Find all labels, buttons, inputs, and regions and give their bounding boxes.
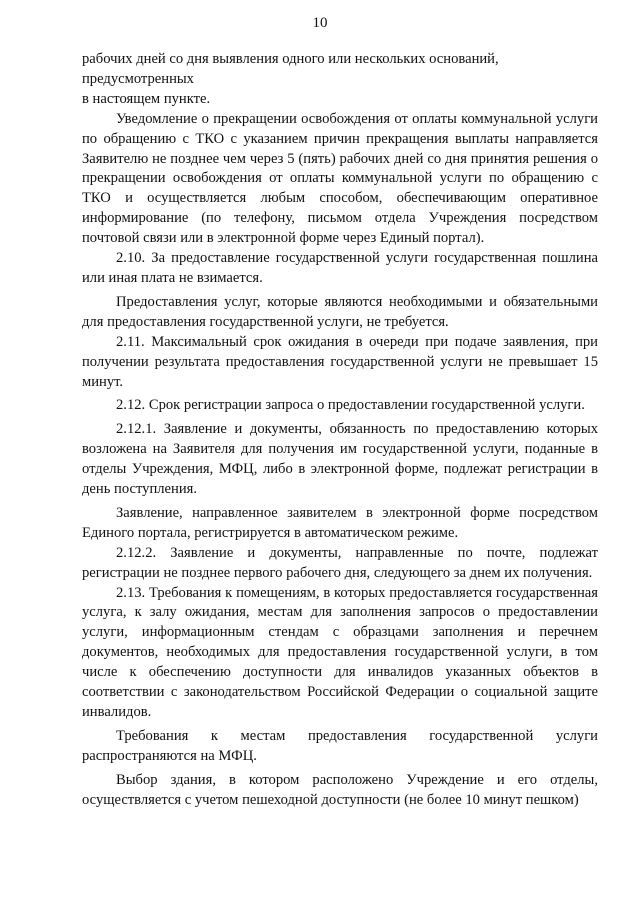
paragraph-2-10: 2.10. За предоставление государственной услуги государственная пошлина или иная плата не взимается. <box>82 250 598 286</box>
paragraph-2-12-2: 2.12.2. Заявление и документы, направленные по почте, подлежат регистрации не позднее первого рабочего дня, следующего за днем их получения. <box>82 544 598 581</box>
document-body <box>82 50 598 811</box>
paragraph-continuation-2: в настоящем пункте. <box>82 90 211 107</box>
paragraph-required-services: Предоставления услуг, которые являются необходимыми и обязательными для предоставления государственной услуги, не требуется. <box>82 293 598 330</box>
paragraph-2-12: 2.12. Срок регистрации запроса о предоставлении государственной услуги. <box>116 397 585 414</box>
paragraph-building-selection: Выбор здания, в котором расположено Учреждение и его отделы, осуществляется с учетом пешеходной доступности (не более 10 минут пешком) <box>82 771 598 808</box>
page-number: 10 <box>312 15 328 31</box>
paragraph-continuation-1: рабочих дней со дня выявления одного или нескольких оснований, предусмотренных <box>82 51 499 87</box>
paragraph-termination-notice: Уведомление о прекращении освобождения от оплаты коммунальной услуги по обращению с ТКО с указанием причин прекращения выплаты направляется Заявителю не позднее чем через 5 (пять) рабочих дней со дня принятия решения о прекращении освобождения от оплаты коммунальной услуги по обращению с ТКО и осуществляется любым способом, обеспечивающим оперативное информирование (по телефону, письмом отдела Учреждения посредством почтовой связи или в электронной форме через Единый портал). <box>82 110 598 247</box>
paragraph-mfc-requirements: Требования к местам предоставления государственной услуги распространяются на МФЦ. <box>82 727 598 764</box>
paragraph-electronic-registration: Заявление, направленное заявителем в электронной форме посредством Единого портала, регистрируется в автоматическом режиме. <box>82 504 598 541</box>
paragraph-2-13: 2.13. Требования к помещениям, в которых предоставляется государственная услуга, к залу ожидания, местам для заполнения запросов о предоставлении услуги, информационным стендам с образцами заполнения и перечнем документов, необходимых для предоставления государственной услуги, в том числе к обеспечению доступности для инвалидов указанных объектов в соответствии с законодательством Российской Федерации о социальной защите инвалидов. <box>82 584 598 720</box>
paragraph-2-11: 2.11. Максимальный срок ожидания в очереди при подаче заявления, при получении результата предоставления государственной услуги не превышает 15 минут. <box>82 333 598 390</box>
paragraph-2-12-1: 2.12.1. Заявление и документы, обязанность по предоставлению которых возложена на Заявителя для получения им государственной услуги, поданные в отделы Учреждения, МФЦ, либо в электронной форме, подлежат регистрации в день поступления. <box>82 421 598 498</box>
